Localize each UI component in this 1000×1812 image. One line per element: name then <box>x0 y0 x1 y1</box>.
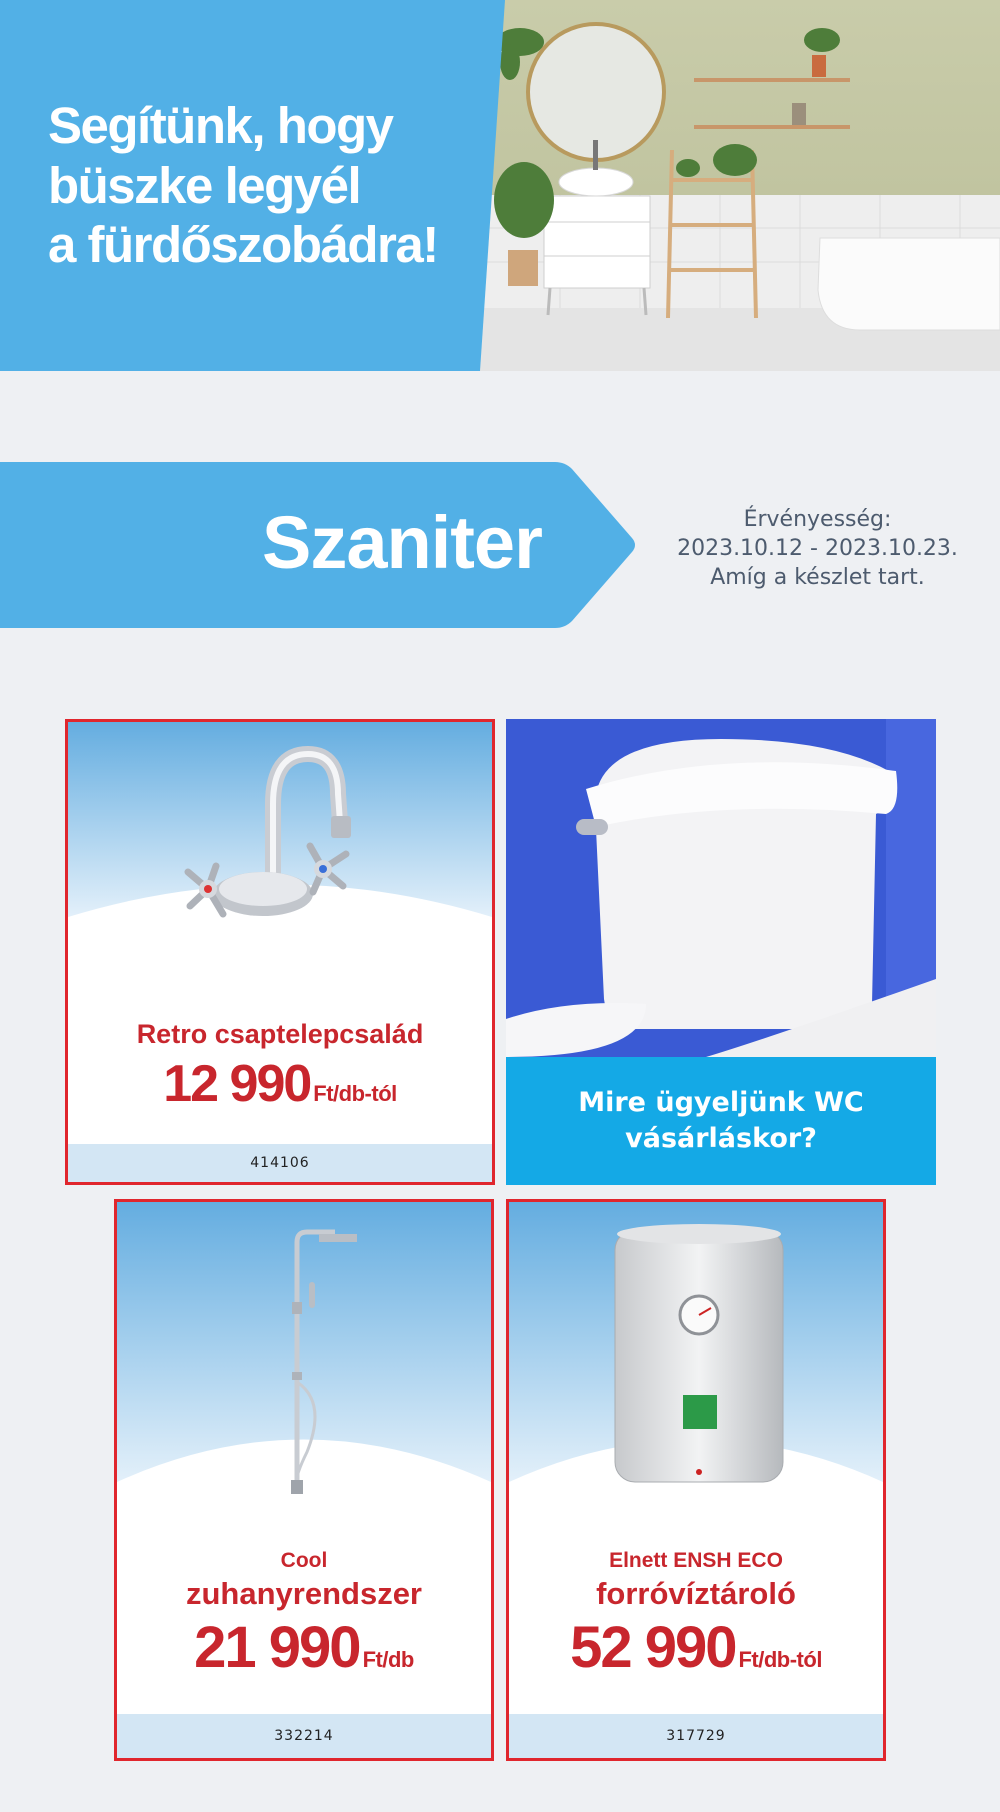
toilet-tank-icon <box>506 719 936 1057</box>
faucet-icon <box>168 734 388 934</box>
product-code: 317729 <box>509 1714 883 1758</box>
validity-dates: 2023.10.12 - 2023.10.23. <box>677 536 958 561</box>
product-code: 414106 <box>68 1144 492 1182</box>
hero-headline-line: Segítünk, hogy <box>48 97 393 154</box>
product-price <box>117 1614 491 1681</box>
product-name: Elnett ENSH ECO <box>609 1549 783 1572</box>
water-heater-icon <box>609 1220 789 1495</box>
hero-headline-line: büszke legyél <box>48 156 361 214</box>
hero-headline <box>48 96 488 275</box>
hero-banner <box>0 0 1000 371</box>
validity-label: Érvényesség: <box>743 507 892 532</box>
product-code: 332214 <box>117 1714 491 1758</box>
article-tile-wc[interactable] <box>506 719 936 1185</box>
validity-note: Amíg a készlet tart. <box>710 565 925 590</box>
product-name: Cool <box>280 1549 328 1572</box>
price-value: 52 990 <box>570 1615 736 1680</box>
validity-info <box>665 505 970 592</box>
product-card-faucet[interactable] <box>65 719 495 1185</box>
article-caption-line: Mire ügyeljünk WC <box>578 1087 864 1118</box>
product-name-line2: forróvíztároló <box>596 1576 796 1611</box>
price-value: 21 990 <box>194 1615 360 1680</box>
product-card-shower[interactable] <box>114 1199 494 1761</box>
product-name: Retro csaptelepcsalád <box>136 1019 424 1049</box>
price-value: 12 990 <box>163 1055 311 1113</box>
price-unit: Ft/db <box>362 1647 414 1672</box>
price-unit: Ft/db-tól <box>313 1081 397 1106</box>
product-price <box>509 1614 883 1681</box>
product-price <box>68 1054 492 1114</box>
product-name-line2: zuhanyrendszer <box>185 1576 422 1611</box>
price-unit: Ft/db-tól <box>738 1647 822 1672</box>
article-caption-line: vásárláskor? <box>625 1123 817 1154</box>
category-title: Szaniter <box>262 501 542 584</box>
shower-system-icon <box>267 1222 367 1512</box>
article-caption[interactable] <box>506 1057 936 1185</box>
hero-headline-line: a fürdőszobádra! <box>48 216 438 274</box>
product-card-water-heater[interactable] <box>506 1199 886 1761</box>
